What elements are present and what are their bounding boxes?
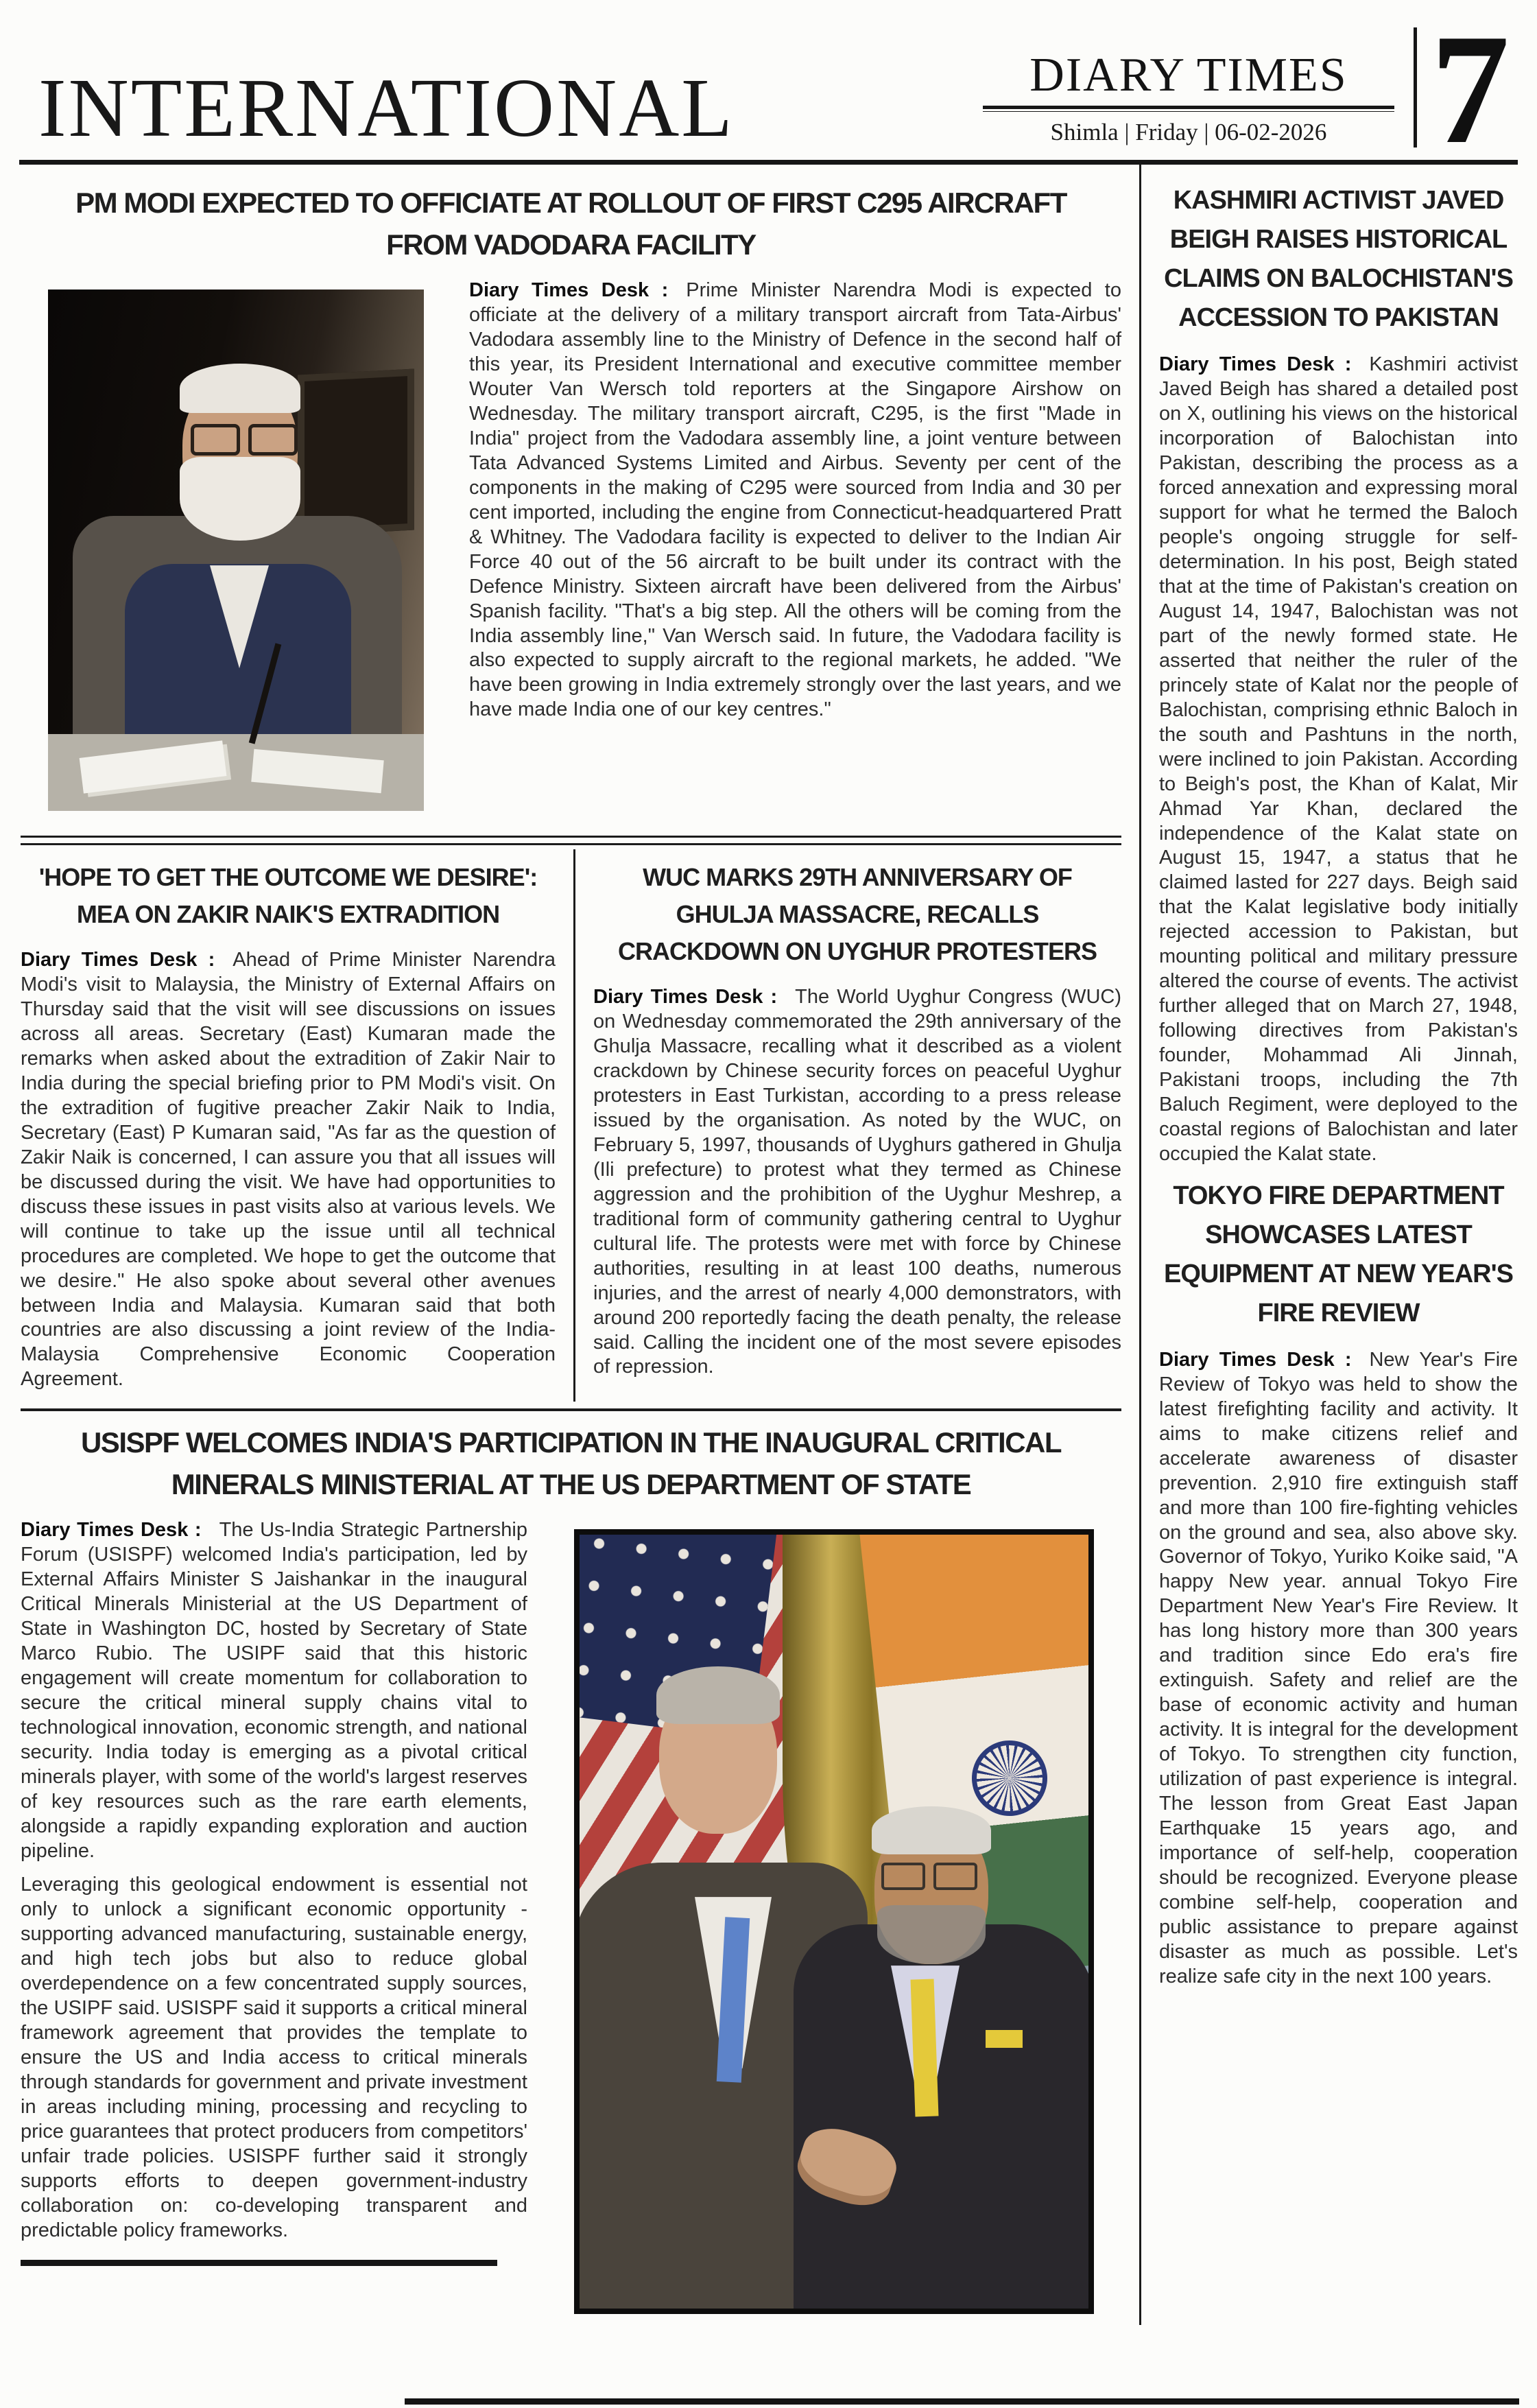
middle-section	[21, 849, 1121, 1402]
article-kashmiri-headline: KASHMIRI ACTIVIST JAVED BEIGH RAISES HISTORICAL CLAIMS ON BALOCHISTAN'S ACCESSION TO PAKISTAN	[1164, 186, 1513, 333]
section-divider	[21, 836, 1121, 845]
byline-label: Diary Times Desk :	[593, 986, 778, 1008]
article-tokyo-body: Diary Times Desk : New Year's Fire Review of Tokyo was held to show the latest firefighting facility and activity. It aims to make citizens relief and accelerate awareness of disaster prevention. 2,910 fire extinguish staff and more than 100 fire-fighting vehicles on the ground and sea, also above sky. Governor of Tokyo, Yuriko Koike said, "A happy New year. annual Tokyo Fire Department New Year's Fire Review. It has long history more than 300 years and tradition since Edo era's fire extinguish. Safety and relief are the base of economic activity and human activity. It is integral for the development of Tokyo. To strengthen city function, utilization of past experience is integral. The lesson from Great East Japan Earthquake 15 years ago, and importance of self-help, cooperation should be recognized. Everyone please combine self-help, cooperation and public assistance to prepare against disaster as much as possible. Let's realize safe city in the next 100 years.	[1159, 1348, 1518, 1987]
article-usispf-body-p1: Diary Times Desk : The Us-India Strategic Partnership Forum (USISPF) welcomed India's participation, led by External Affairs Minister S Jaishankar in the inaugural Critical Minerals Ministerial at the US Department of State in Washington DC, hosted by Secretary of State Marco Rubio. The USIPF said that this historic engagement will create momentum for collaboration to secure the critical mineral supply chains vital to technological innovation, economic strength, and national security. India today is emerging as a pivotal critical minerals player, with some of the world's largest reserves of key resources such as the rare earth elements, alongside a rapidly expanding exploration and auction pipeline.	[21, 1519, 527, 1862]
modi-glasses-right	[248, 424, 298, 456]
main-column	[18, 165, 1139, 2325]
section-title: INTERNATIONAL	[38, 62, 735, 155]
wall-frame	[298, 369, 414, 536]
page-number-divider	[1414, 27, 1417, 147]
jaishankar-pocket-square	[986, 2030, 1023, 2048]
article-usispf	[21, 1422, 1121, 2325]
byline-label: Diary Times Desk :	[1159, 353, 1352, 376]
masthead-block	[983, 50, 1394, 151]
article-modi-body: Diary Times Desk : Prime Minister Narendra Modi is expected to officiate at the delivery of a military transport aircraft from Tata-Airbus' Vadodara assembly line to the Ministry of Defence in the second half of this year, its President International and executive committee member Wouter Van Wersch told reporters at the Singapore Airshow on Wednesday. The military transport aircraft, C295, is the first "Made in India" project from the Vadodara assembly line, a joint venture between Tata Advanced Systems Limited and Airbus. Seventy per cent of the components in the making of C295 were sourced from India and 30 per cent imported, including the engine from Connecticut-headquartered Pratt & Whitney. The Vadodara facility is expected to deliver to the Indian Air Force 40 out of the 56 aircraft to be built under its contract with the Defence Ministry. Sixteen aircraft have been delivered from the Airbus' Spanish facility. "That's a big step. All the others will be coming from the India assembly line," Van Wersch said. In future, the Vadodara facility is also expected to supply aircraft to the regional markets, he added. "We have been growing in India extremely strongly over the last years, and we have made India one of our key centres."	[469, 279, 1121, 721]
article-javed-beigh	[1159, 181, 1518, 1166]
masthead-title: DIARY TIMES	[1029, 48, 1348, 102]
byline-label: Diary Times Desk :	[1159, 1348, 1352, 1371]
dateline: Shimla | Friday | 06-02-2026	[1050, 119, 1327, 146]
jaishankar-tie	[911, 1979, 939, 2117]
article-wuc-body: Diary Times Desk : The World Uyghur Congress (WUC) on Wednesday commemorated the 29th anniversary of the Ghulja Massacre, recalling what it described as a violent crackdown by Chinese security forces on peaceful Uyghur protesters in East Turkistan, according to a press release issued by the organisation. As noted by the WUC, on February 5, 1997, thousands of Uyghurs gathered in Ghulja (Ili prefecture) to protest what they termed as Chinese aggression and the prohibition of the Uyghur Meshrep, a traditional form of community gathering central to Uyghur cultural life. The protests were met with force by Chinese authorities, resulting in at least 100 deaths, numerous injuries, and the arrest of nearly 4,000 demonstrators, with around 200 reportedly facing the death penalty, the release said. Calling the incident one of the most severe episodes of repression.	[593, 986, 1121, 1378]
pm-modi-photo	[48, 290, 424, 811]
modi-hair	[180, 364, 300, 413]
article-usispf-headline: USISPF WELCOMES INDIA'S PARTICIPATION IN THE INAUGURAL CRITICAL MINERALS MINISTERIAL AT THE US DEPARTMENT OF STATE	[80, 1426, 1062, 1501]
jaishankar-hair	[872, 1806, 991, 1854]
article-tokyo-headline: TOKYO FIRE DEPARTMENT SHOWCASES LATEST EQUIPMENT AT NEW YEAR'S FIRE REVIEW	[1164, 1181, 1513, 1327]
article-zakir-naik	[21, 849, 573, 1402]
article-wuc-headline: WUC MARKS 29TH ANNIVERSARY OF GHULJA MASSACRE, RECALLS CRACKDOWN ON UYGHUR PROTESTERS	[617, 863, 1097, 966]
right-column	[1139, 165, 1519, 2325]
article-zakir-body: Diary Times Desk : Ahead of Prime Minister Narendra Modi's visit to Malaysia, the Ministry of External Affairs on Thursday said that the visit will see discussions on issues across all areas. Secretary (East) Kumaran made the remarks when asked about the extradition of Zakir Nair to India during the special briefing prior to PM Modi's visit. On the extradition of fugitive preacher Zakir Naik to India, Secretary (East) P Kumaran said, "As far as the question of Zakir Naik is concerned, I can assure you that all issues will be discussed during the visit. We have had opportunities to discuss these issues in past visits also at various levels. We will continue to take up the issue until all technical procedures are completed. We hope to get the outcome that we desire." He also spoke about several other avenues between India and Malaysia. Kumaran said that both countries are also discussing a joint review of the India-Malaysia Comprehensive Economic Cooperation Agreement.	[21, 949, 556, 1391]
jaishankar-glasses-left	[881, 1863, 925, 1890]
header-rule	[19, 160, 1518, 165]
page-bottom-rule	[405, 2398, 1519, 2405]
byline-label: Diary Times Desk :	[21, 949, 215, 971]
article-modi-c295	[21, 182, 1121, 822]
jaishankar-glasses-right	[933, 1863, 977, 1890]
byline-label: Diary Times Desk :	[469, 279, 669, 302]
byline-label: Diary Times Desk :	[21, 1519, 202, 1542]
article-zakir-headline: 'HOPE TO GET THE OUTCOME WE DESIRE': MEA ON ZAKIR NAIK'S EXTRADITION	[38, 863, 538, 929]
page-number: 7	[1431, 1, 1510, 176]
page-content	[18, 165, 1519, 2325]
article-tokyo-fire	[1159, 1177, 1518, 1990]
masthead-divider	[983, 106, 1394, 112]
article-wuc-ghulja	[573, 849, 1121, 1402]
modi-glasses-left	[191, 424, 240, 456]
jaishankar-beard	[877, 1905, 986, 1964]
official-left-hair	[656, 1666, 780, 1724]
modi-beard	[180, 457, 300, 541]
article-modi-headline: PM MODI EXPECTED TO OFFICIATE AT ROLLOUT OF FIRST C295 AIRCRAFT FROM VADODARA FACILITY	[75, 187, 1067, 261]
article-end-rule	[21, 2260, 497, 2266]
article-kashmiri-body: Diary Times Desk : Kashmiri activist Javed Beigh has shared a detailed post on X, outlining his views on the historical incorporation of Balochistan into Pakistan, describing the process as a forced annexation and expressing moral support for what he termed the Baloch people's ongoing struggle for self-determination. In his post, Beigh stated that at the time of Pakistan's creation on August 14, 1947, Balochistan was not part of the newly formed state. He asserted that neither the ruler of the princely state of Kalat nor the people of Balochistan, comprising ethnic Baloch in the south and Pashtuns in the north, were inclined to join Pakistan. According to Beigh's post, the Khan of Kalat, Mir Ahmad Yar Khan, declared the independence of the Kalat state on August 15, 1947, a status that he claimed lasted for 227 days. Beigh said that the Kalat legislative body initially rejected accession to Pakistan, but mounting political and military pressure altered the course of events. The activist further alleged that on March 27, 1948, following directives from Pakistan's founder, Mohammad Ali Jinnah, Pakistani troops, including the 7th Baluch Regiment, were deployed to the coastal regions of Balochistan and later occupied the Kalat state.	[1159, 353, 1518, 1165]
article-usispf-body-p2: Leveraging this geological endowment is essential not only to unlock a significant economic opportunity - supporting advanced manufacturing, sustainable energy, and high tech jobs but also to reduce global overdependence on a few concentrated supply sources, the USIPF said. USISPF said it supports a critical mineral framework agreement that provides the template to ensure the US and India access to critical minerals through standards for government and private investment in areas including mining, processing and recycling to price guarantees that protect producers from competitors' unfair trade policies. USISPF further said it strongly supports efforts to deepen government-industry collaboration on: co-developing transparent and predictable policy frameworks.	[21, 1874, 527, 2241]
page-header	[18, 1, 1519, 176]
section-divider	[21, 1408, 1121, 1411]
jaishankar-handshake-photo	[574, 1529, 1094, 2314]
